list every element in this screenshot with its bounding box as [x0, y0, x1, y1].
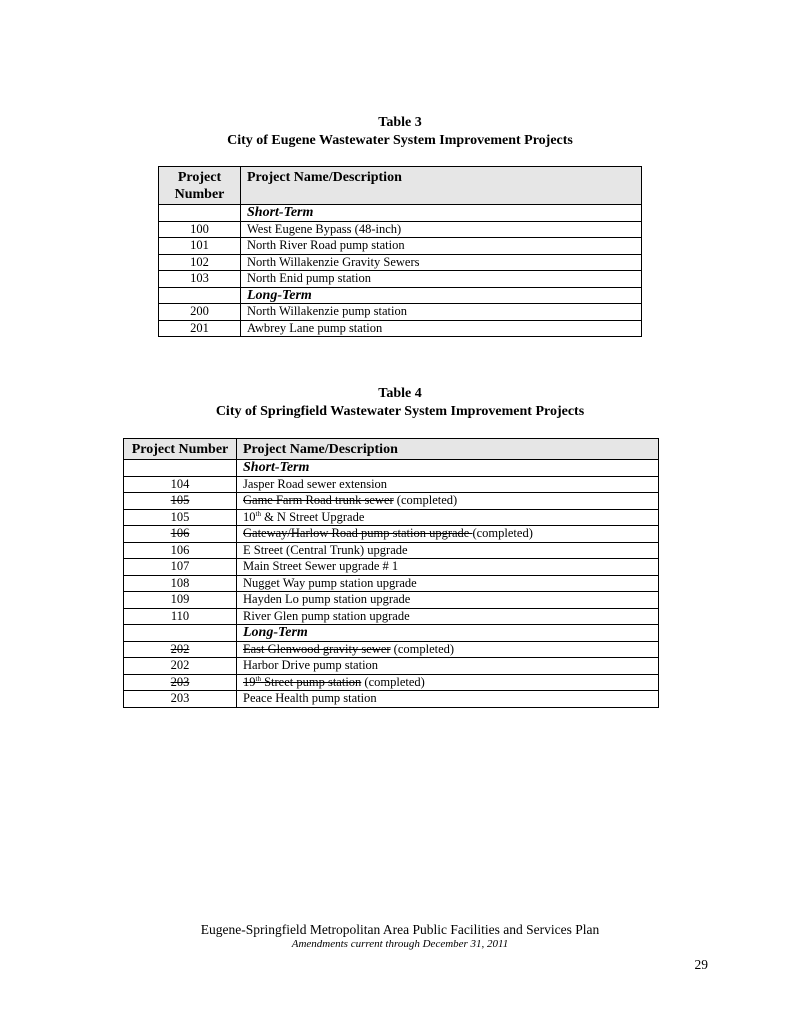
project-number-cell: [124, 493, 237, 510]
completion-note: (completed): [361, 674, 425, 689]
table-row: [124, 526, 659, 543]
project-number: 200: [190, 304, 209, 318]
project-description: [243, 493, 394, 507]
footer-amendment-note: Amendments current through December 31, 2011: [291, 938, 509, 950]
project-name-text: Street pump station: [260, 674, 362, 689]
empty-cell: [159, 205, 241, 222]
project-number: 109: [170, 592, 190, 606]
project-number: 104: [170, 476, 190, 491]
project-number: 101: [190, 238, 209, 252]
project-description-cell: [237, 674, 659, 691]
project-number: 203: [170, 691, 190, 705]
project-number-cell: [159, 221, 241, 238]
project-description-cell: [241, 221, 642, 238]
project-description-cell: [237, 559, 659, 576]
project-name-text: River Glen pump station upgrade: [243, 608, 410, 623]
table-header-row: [124, 439, 659, 460]
footer-plan-title: Eugene-Springfield Metropolitan Area Public Facilities and Services Plan: [200, 922, 600, 937]
project-number: 110: [170, 608, 190, 623]
project-name-text: Gateway/Harlow Road pump station upgrade: [243, 526, 473, 540]
project-number: 108: [170, 575, 190, 590]
short-term-row: [159, 205, 642, 222]
table-row: [124, 641, 659, 658]
project-description: [247, 304, 407, 318]
table-row: [159, 304, 642, 321]
project-description-cell: [241, 304, 642, 321]
project-description: [243, 675, 361, 689]
project-name-text: Harbor Drive pump station: [243, 658, 379, 672]
project-number: 202: [170, 641, 190, 656]
project-description: [247, 238, 405, 252]
project-description: [243, 592, 410, 606]
short-term-row: [124, 460, 659, 477]
ordinal-suffix: th: [255, 509, 261, 518]
project-description: [243, 658, 378, 672]
ordinal-number: 19: [243, 674, 256, 689]
project-description-cell: [241, 254, 642, 271]
project-number-cell: [124, 575, 237, 592]
project-description: [243, 642, 391, 656]
project-name-text: Game Farm Road trunk sewer: [243, 493, 394, 507]
table-row: [124, 542, 659, 559]
project-description-cell: [237, 691, 659, 708]
table-row: [124, 559, 659, 576]
project-number-cell: [159, 238, 241, 255]
completion-note: (completed): [390, 641, 455, 656]
project-name-text: East Glenwood gravity sewer: [243, 641, 391, 656]
table-row: [124, 691, 659, 708]
project-name-text: Awbrey Lane pump station: [247, 320, 383, 335]
project-description: [243, 609, 410, 623]
project-number-cell: [124, 542, 237, 559]
project-description: [247, 271, 371, 285]
project-description: [247, 255, 419, 269]
long-term-label: Long-Term: [241, 287, 642, 304]
long-term-row: [159, 287, 642, 304]
project-name-text: Hayden Lo pump station upgrade: [243, 592, 411, 606]
table-row: [159, 238, 642, 255]
header-project-description: Project Name/Description: [241, 167, 642, 205]
project-description: [243, 576, 417, 590]
table-row: [159, 254, 642, 271]
completion-note: (completed): [393, 493, 458, 507]
project-number-cell: [124, 476, 237, 493]
short-term-label: Short-Term: [237, 460, 659, 477]
empty-cell: [159, 287, 241, 304]
project-description-cell: [237, 509, 659, 526]
project-description-cell: [237, 526, 659, 543]
table-row: [159, 271, 642, 288]
table3-title: Table 3: [378, 115, 422, 130]
table-row: [124, 509, 659, 526]
header-project-number: Project Number: [124, 439, 237, 460]
table4-subtitle: City of Springfield Wastewater System Improvement Projects: [215, 404, 585, 419]
project-number: 201: [190, 320, 209, 335]
project-description-cell: [237, 592, 659, 609]
ordinal-number: 10: [243, 509, 256, 524]
project-number: 105: [170, 509, 190, 524]
project-description-cell: [241, 238, 642, 255]
project-number-cell: [159, 304, 241, 321]
project-description-cell: [241, 271, 642, 288]
project-number-cell: [159, 320, 241, 337]
project-description-cell: [237, 658, 659, 675]
page-number: 29: [694, 957, 708, 972]
project-description-cell: [237, 608, 659, 625]
table3-subtitle: City of Eugene Wastewater System Improvement Projects: [227, 133, 573, 148]
project-description: [243, 477, 387, 491]
project-number-cell: [124, 559, 237, 576]
project-number: 102: [190, 254, 209, 269]
table-row: [124, 674, 659, 691]
project-description-cell: [237, 476, 659, 493]
table-row: [159, 320, 642, 337]
project-number: 106: [170, 526, 190, 540]
project-name-text: West Eugene Bypass (48-inch): [247, 221, 402, 236]
project-number: 203: [170, 674, 190, 689]
project-description: [247, 222, 401, 236]
project-description-cell: [237, 542, 659, 559]
empty-cell: [124, 625, 237, 642]
project-name-text: Main Street Sewer upgrade # 1: [243, 559, 399, 573]
long-term-row: [124, 625, 659, 642]
project-number-cell: [124, 509, 237, 526]
table-row: [159, 221, 642, 238]
project-number-cell: [124, 526, 237, 543]
project-description-cell: [237, 641, 659, 658]
table-row: [124, 592, 659, 609]
header-project-description: Project Name/Description: [237, 439, 659, 460]
project-number: 100: [190, 221, 209, 236]
project-number-cell: [159, 271, 241, 288]
table-header-row: [159, 167, 642, 205]
table-row: [124, 658, 659, 675]
project-number-cell: [159, 254, 241, 271]
project-number-cell: [124, 641, 237, 658]
project-name-text: & N Street Upgrade: [260, 509, 365, 524]
project-number-cell: [124, 691, 237, 708]
header-project-number: Project Number: [159, 167, 241, 205]
table-row: [124, 575, 659, 592]
table-row: [124, 608, 659, 625]
table4: [123, 438, 659, 708]
project-name-text: Nugget Way pump station upgrade: [243, 575, 417, 590]
long-term-label: Long-Term: [237, 625, 659, 642]
project-number: 107: [170, 559, 190, 573]
project-description: [247, 321, 382, 335]
table3: [158, 166, 642, 337]
empty-cell: [124, 460, 237, 477]
project-name-text: North River Road pump station: [247, 238, 405, 252]
project-number: 105: [170, 493, 190, 507]
project-description: [243, 691, 377, 705]
project-name-text: Peace Health pump station: [243, 691, 377, 705]
project-description-cell: [241, 320, 642, 337]
project-description: [243, 559, 398, 573]
project-description: [243, 510, 364, 524]
project-number: 103: [190, 271, 209, 285]
project-name-text: Jasper Road sewer extension: [243, 476, 388, 491]
project-number-cell: [124, 658, 237, 675]
project-number-cell: [124, 674, 237, 691]
project-name-text: North Willakenzie Gravity Sewers: [247, 254, 420, 269]
project-description-cell: [237, 493, 659, 510]
project-number-cell: [124, 592, 237, 609]
project-number: 106: [170, 542, 190, 557]
project-name-text: E Street (Central Trunk) upgrade: [243, 542, 408, 557]
footer: [0, 922, 800, 951]
project-name-text: North Enid pump station: [247, 271, 371, 285]
ordinal-suffix: th: [255, 674, 261, 683]
short-term-label: Short-Term: [241, 205, 642, 222]
project-description: [243, 543, 408, 557]
completion-note: (completed): [472, 526, 533, 540]
project-description: [243, 526, 472, 540]
table-row: [124, 476, 659, 493]
project-name-text: North Willakenzie pump station: [247, 304, 407, 318]
project-number: 202: [170, 658, 190, 672]
project-description-cell: [237, 575, 659, 592]
table4-title: Table 4: [378, 386, 422, 401]
table-row: [124, 493, 659, 510]
project-number-cell: [124, 608, 237, 625]
